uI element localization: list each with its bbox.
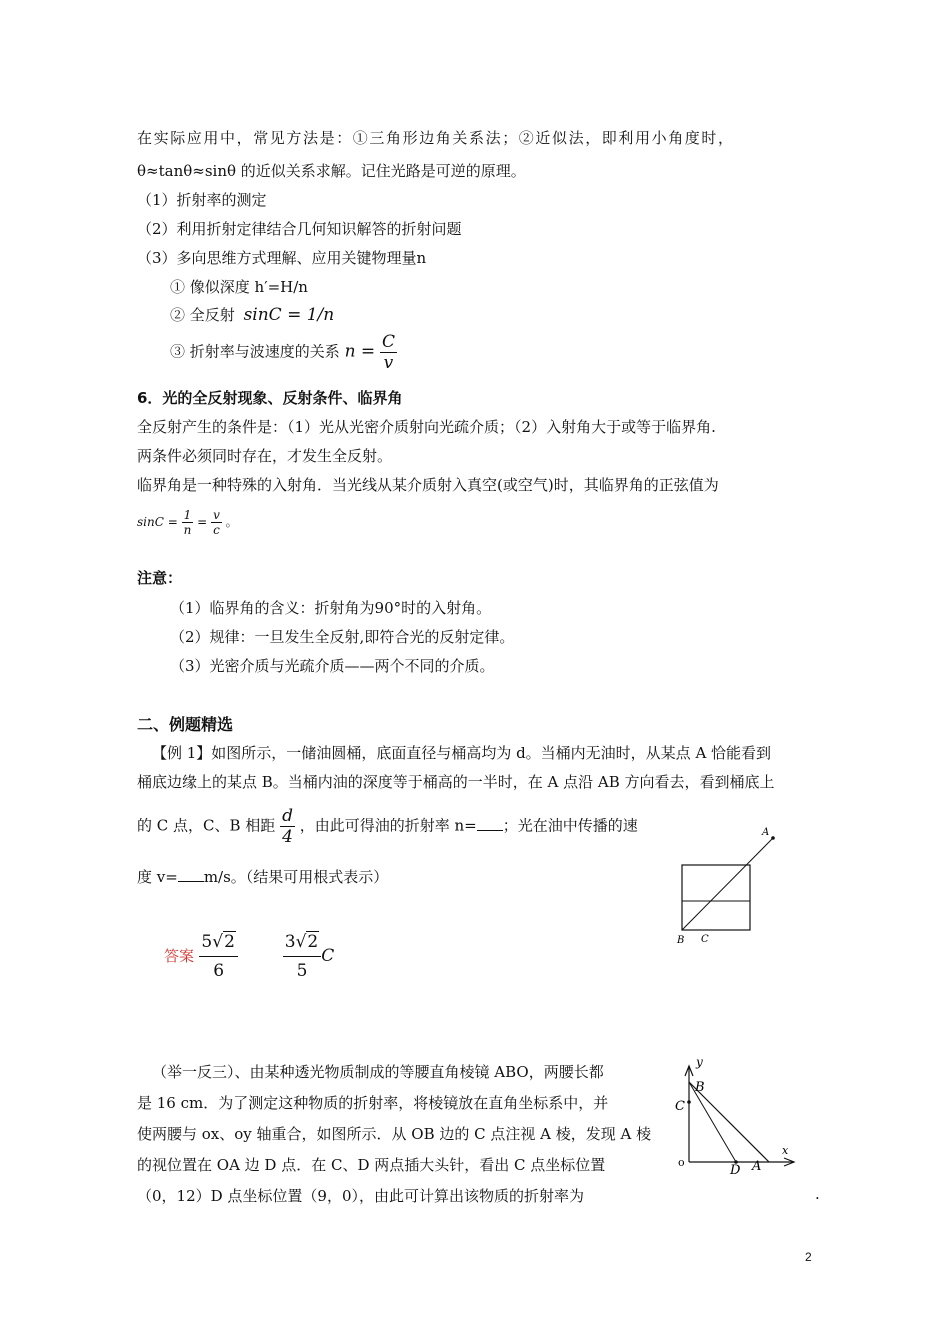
- label-c: C: [675, 1099, 685, 1114]
- oil-tank-figure: [672, 825, 782, 950]
- point-a: [771, 836, 775, 840]
- answer-label: 答案: [164, 947, 195, 965]
- page-number: 2: [805, 1250, 812, 1264]
- formula: sinC = 1/n: [243, 305, 335, 325]
- note-item: （3）光密介质与光疏介质——两个不同的介质。: [170, 657, 495, 675]
- answer: [164, 932, 334, 981]
- answer-blank: [477, 830, 503, 831]
- label-x: x: [782, 1144, 789, 1157]
- example-line: [137, 866, 388, 887]
- para-line: 在实际应用中，常见方法是：①三角形边角关系法；②近似法，即利用小角度时，: [137, 129, 735, 147]
- fraction-num: d: [282, 806, 293, 826]
- label-y: y: [696, 1058, 703, 1069]
- note-item: （1）临界角的含义：折射角为90°时的入射角。: [170, 599, 492, 617]
- coefficient: 5: [201, 932, 213, 952]
- fraction: [280, 806, 295, 847]
- label-a: A: [752, 1159, 762, 1174]
- fraction-num: 1: [182, 508, 194, 523]
- critical-angle-formula: [137, 508, 238, 537]
- text-span: 度 v=: [137, 868, 178, 886]
- fraction: [380, 332, 397, 373]
- label-c: C: [701, 934, 709, 945]
- note-item: （2）规律：一旦发生全反射,即符合光的反射定律。: [170, 628, 515, 646]
- label-b: B: [695, 1080, 705, 1095]
- example-line: 是 16 cm．为了测定这种物质的折射率，将棱镜放在直角坐标系中，并: [137, 1094, 609, 1112]
- example-line: 的视位置在 OA 边 D 点．在 C、D 两点插大头针，看出 C 点坐标位置: [137, 1156, 606, 1174]
- note-title: 注意：: [137, 569, 183, 587]
- fraction-den: v: [383, 353, 394, 373]
- fraction: [211, 508, 222, 537]
- fraction-den: 5: [296, 961, 308, 981]
- para-line: θ≈tanθ≈sinθ 的近似关系求解。记住光路是可逆的原理。: [137, 162, 526, 180]
- section-heading: 6．光的全反射现象、反射条件、临界角: [137, 389, 403, 407]
- sub-item: [170, 332, 397, 373]
- para-line: 全反射产生的条件是：（1）光从光密介质射向光疏介质；（2）入射角大于或等于临界角.: [137, 418, 716, 436]
- text-span: m/s。（结果可用根式表示）: [203, 868, 389, 886]
- fraction-den: n: [183, 523, 192, 537]
- equals: =: [197, 515, 208, 529]
- fraction: [182, 508, 194, 537]
- example-line: 使两腰与 ox、oy 轴重合，如图所示．从 OB 边的 C 点注视 A 棱，发现 A 棱: [137, 1125, 652, 1143]
- label-o: o: [678, 1156, 685, 1169]
- list-item: （2）利用折射定律结合几何知识解答的折射问题: [137, 220, 462, 238]
- example-line: 桶底边缘上的某点 B。当桶内油的深度等于桶高的一半时，在 A 点沿 AB 方向看去，看到桶底上: [137, 773, 775, 791]
- label-b: B: [677, 935, 685, 946]
- light-ray: [682, 838, 773, 930]
- sub-item: ① 像似深度 h′=H/n: [170, 278, 308, 296]
- text-span: ；光在油中传播的速: [502, 816, 638, 835]
- label-a: A: [762, 827, 770, 838]
- formula-lhs: n =: [344, 341, 376, 362]
- text-span: 的 C 点，C、B 相距: [137, 816, 276, 835]
- section-heading: 二、例题精选: [137, 715, 234, 734]
- radicand: 2: [307, 932, 319, 952]
- point-c: [687, 1100, 691, 1104]
- text-span: ，由此可得油的折射率 n=: [299, 816, 477, 835]
- fraction-num: C: [381, 332, 395, 352]
- fraction-den: 6: [213, 961, 225, 981]
- example-line: （0，12）D 点坐标位置（9，0），由此可计算出该物质的折射率为: [137, 1187, 585, 1205]
- sub-item: [170, 304, 334, 325]
- sub-item-label: ③ 折射率与波速度的关系: [170, 342, 340, 361]
- fraction-num: v: [213, 508, 220, 522]
- fraction: $\frac{5√2}{6}$: [199, 932, 238, 981]
- label-d: D: [730, 1163, 741, 1178]
- answer-tail: C: [321, 946, 335, 966]
- example-line: 【例 1】如图所示，一储油圆桶，底面直径与桶高均为 d。当桶内无油时，从某点 A 恰能看到: [152, 744, 772, 762]
- fraction: $\frac{3√2}{5}$: [283, 932, 322, 981]
- answer-blank: [178, 881, 204, 882]
- period: .: [815, 1185, 820, 1203]
- para-line: 两条件必须同时存在，才发生全反射。: [137, 447, 393, 465]
- prism-figure: [672, 1058, 802, 1178]
- period: 。: [225, 515, 238, 529]
- fraction-den: c: [213, 523, 220, 537]
- para-line: 临界角是一种特殊的入射角．当光线从某介质射入真空(或空气)时，其临界角的正弦值为: [137, 476, 719, 494]
- list-item: （3）多向思维方式理解、应用关键物理量n: [137, 249, 427, 267]
- example-line: [137, 806, 638, 847]
- fraction-den: 4: [282, 827, 293, 847]
- formula-lhs: sinC =: [137, 515, 178, 529]
- list-item: （1）折射率的测定: [137, 191, 267, 209]
- radicand: 2: [224, 932, 235, 952]
- example-line: （举一反三）、由某种透光物质制成的等腰直角棱镜 ABO，两腰长都: [152, 1063, 604, 1081]
- coefficient: 3: [284, 932, 296, 952]
- sub-item-label: ② 全反射: [170, 306, 235, 324]
